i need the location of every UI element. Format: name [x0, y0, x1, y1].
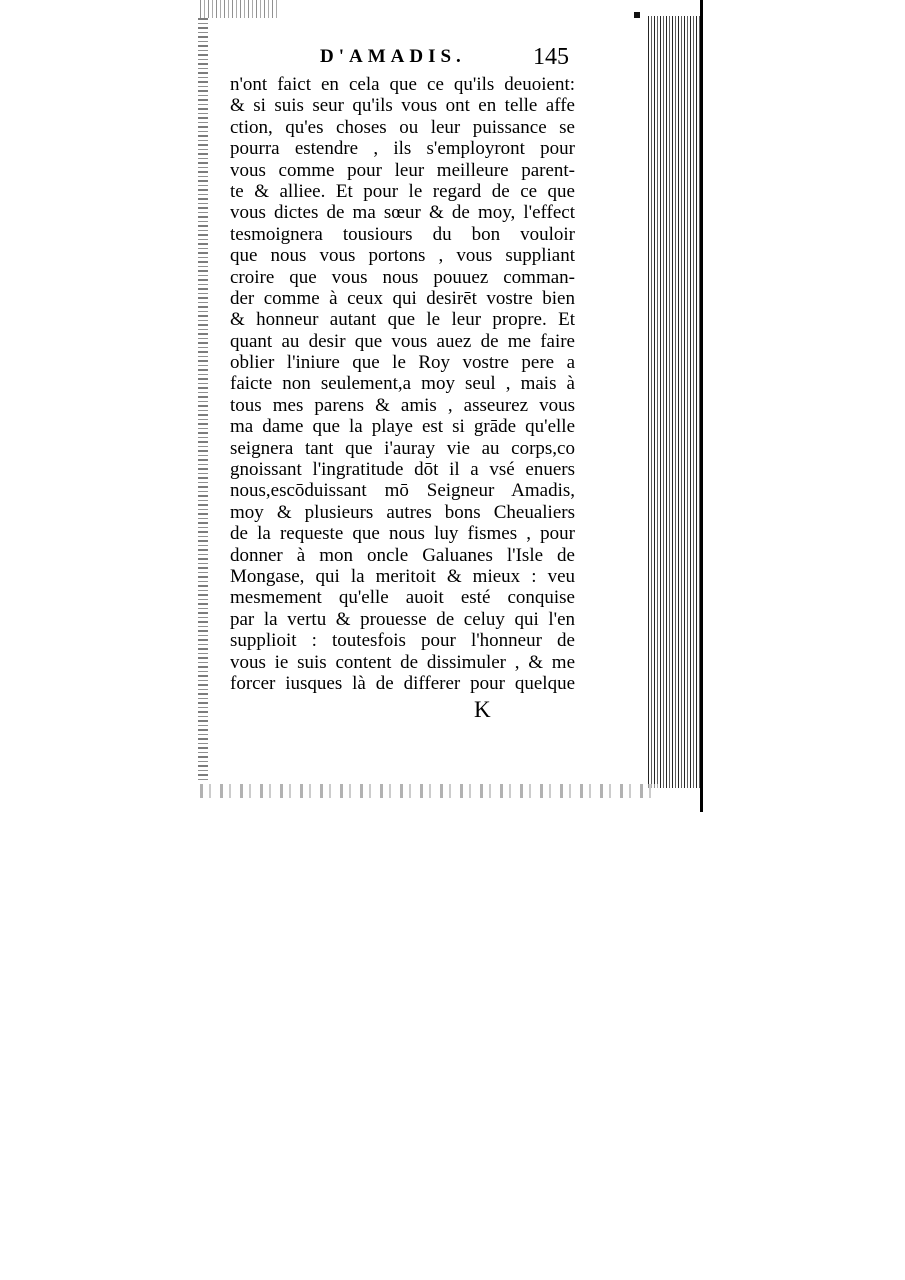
text-line: n'ont faict en cela que ce qu'ils deuoient: [230, 74, 575, 95]
text-line: quant au desir que vous auez de me faire [230, 330, 575, 352]
text-line: te & alliee. Et pour le regard de ce que [230, 180, 575, 202]
bottom-edge-noise [200, 784, 660, 798]
text-line: der comme à ceux qui desirēt vostre bien [230, 287, 575, 309]
text-line: supplioit : toutesfois pour l'honneur de [230, 630, 575, 652]
text-line: de la requeste que nous luy fismes , pour [230, 523, 575, 545]
text-line: nous,escōduissant mō Seigneur Amadis, [230, 480, 575, 502]
text-line: vous dictes de ma sœur & de moy, l'effect [230, 202, 575, 224]
page-number: 145 [533, 44, 569, 70]
text-line: que nous vous portons , vous suppliant [230, 245, 575, 267]
signature-mark: K [474, 697, 491, 722]
body-text [230, 74, 575, 694]
top-edge-noise [200, 0, 280, 18]
text-line: & honneur autant que le leur propre. Et [230, 309, 575, 331]
text-line: tous mes parens & amis , asseurez vous [230, 394, 575, 416]
text-line: forcer iusques là de differer pour quelque [230, 672, 575, 694]
page-border-line [700, 0, 703, 812]
text-line: vous comme pour leur meilleure parent- [230, 159, 575, 181]
text-line: mesmement qu'elle auoit esté conquise [230, 587, 575, 609]
book-page-edge [648, 16, 700, 788]
running-head: D'AMADIS. [320, 46, 466, 67]
text-line: par la vertu & prouesse de celuy qui l'en [230, 608, 575, 630]
text-line: tesmoignera tousiours du bon vouloir [230, 223, 575, 245]
text-line: oblier l'iniure que le Roy vostre pere a [230, 352, 575, 374]
text-line: vous ie suis content de dissimuler , & me [230, 651, 575, 673]
text-line: & si suis seur qu'ils vous ont en telle affe [230, 95, 575, 117]
corner-mark [634, 12, 640, 18]
text-line: moy & plusieurs autres bons Cheualiers [230, 501, 575, 523]
text-line: seignera tant que i'auray vie au corps,co [230, 437, 575, 459]
left-gutter-noise [198, 18, 208, 780]
text-line: ma dame que la playe est si grāde qu'elle [230, 416, 575, 438]
text-line: gnoissant l'ingratitude dōt il a vsé enuers [230, 459, 575, 481]
text-line: pourra estendre , ils s'employront pour [230, 138, 575, 160]
text-line: faicte non seulement,a moy seul , mais à [230, 373, 575, 395]
text-line: ction, qu'es choses ou leur puissance se [230, 116, 575, 138]
text-line: Mongase, qui la meritoit & mieux : veu [230, 565, 575, 587]
text-line: croire que vous nous pouuez comman- [230, 266, 575, 288]
text-line: donner à mon oncle Galuanes l'Isle de [230, 544, 575, 566]
